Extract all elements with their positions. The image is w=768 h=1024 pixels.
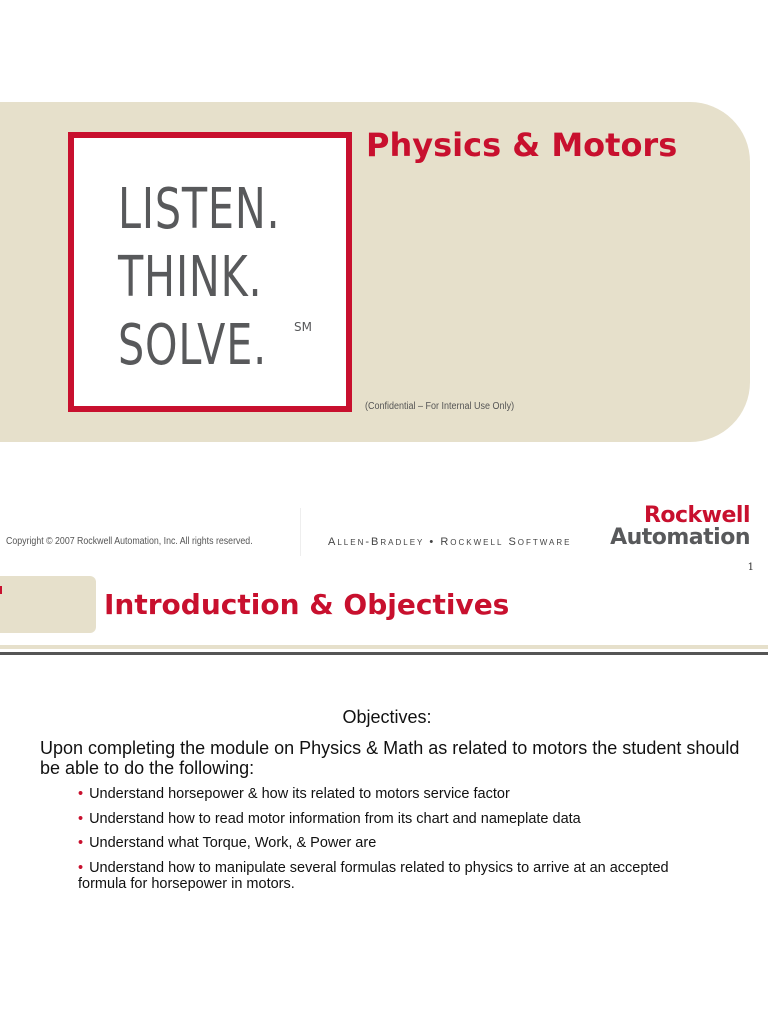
- bullet-icon: •: [78, 811, 84, 827]
- list-item: [78, 860, 718, 892]
- title-rule-dark: [0, 652, 768, 655]
- service-mark: SM: [294, 320, 312, 334]
- title-rule-light: [0, 645, 768, 649]
- deck-title: Physics & Motors: [366, 126, 678, 164]
- rockwell-logo-bottom: Automation: [610, 525, 750, 550]
- logo-line-listen: LISTEN.: [118, 177, 281, 242]
- bullet-icon: •: [78, 860, 84, 876]
- listen-think-solve-logo: [68, 132, 352, 412]
- confidential-notice: (Confidential – For Internal Use Only): [365, 401, 515, 412]
- objectives-heading: Objectives:: [342, 707, 432, 727]
- objective-text: Understand horsepower & how its related to motors service factor: [89, 786, 510, 802]
- tab-marker: [0, 586, 2, 594]
- logo-line-solve: SOLVE.: [118, 313, 268, 378]
- slide-title: Introduction & Objectives: [104, 588, 510, 621]
- bullet-icon: •: [78, 835, 84, 851]
- rockwell-logo-top: Rockwell: [643, 503, 750, 528]
- brand-names-line: Allen-Bradley • Rockwell Software: [328, 536, 572, 548]
- list-item: [78, 835, 376, 851]
- objective-text: Understand how to read motor information from its chart and nameplate data: [89, 811, 581, 827]
- objectives-intro: Upon completing the module on Physics & Math as related to motors the student should be able to do the following:: [40, 738, 740, 778]
- objective-text: Understand how to manipulate several formulas related to physics to arrive at an accepted formula for horsepower in motors.: [78, 860, 669, 892]
- objective-text: Understand what Torque, Work, & Power are: [89, 835, 377, 851]
- page-number: 1: [747, 562, 754, 573]
- logo-line-think: THINK.: [118, 245, 263, 310]
- copyright-text: Copyright © 2007 Rockwell Automation, Inc. All rights reserved.: [6, 536, 253, 547]
- title-tab: [0, 576, 96, 633]
- list-item: [78, 786, 510, 802]
- footer-divider: [300, 508, 301, 556]
- bullet-icon: •: [78, 786, 84, 802]
- list-item: [78, 811, 581, 827]
